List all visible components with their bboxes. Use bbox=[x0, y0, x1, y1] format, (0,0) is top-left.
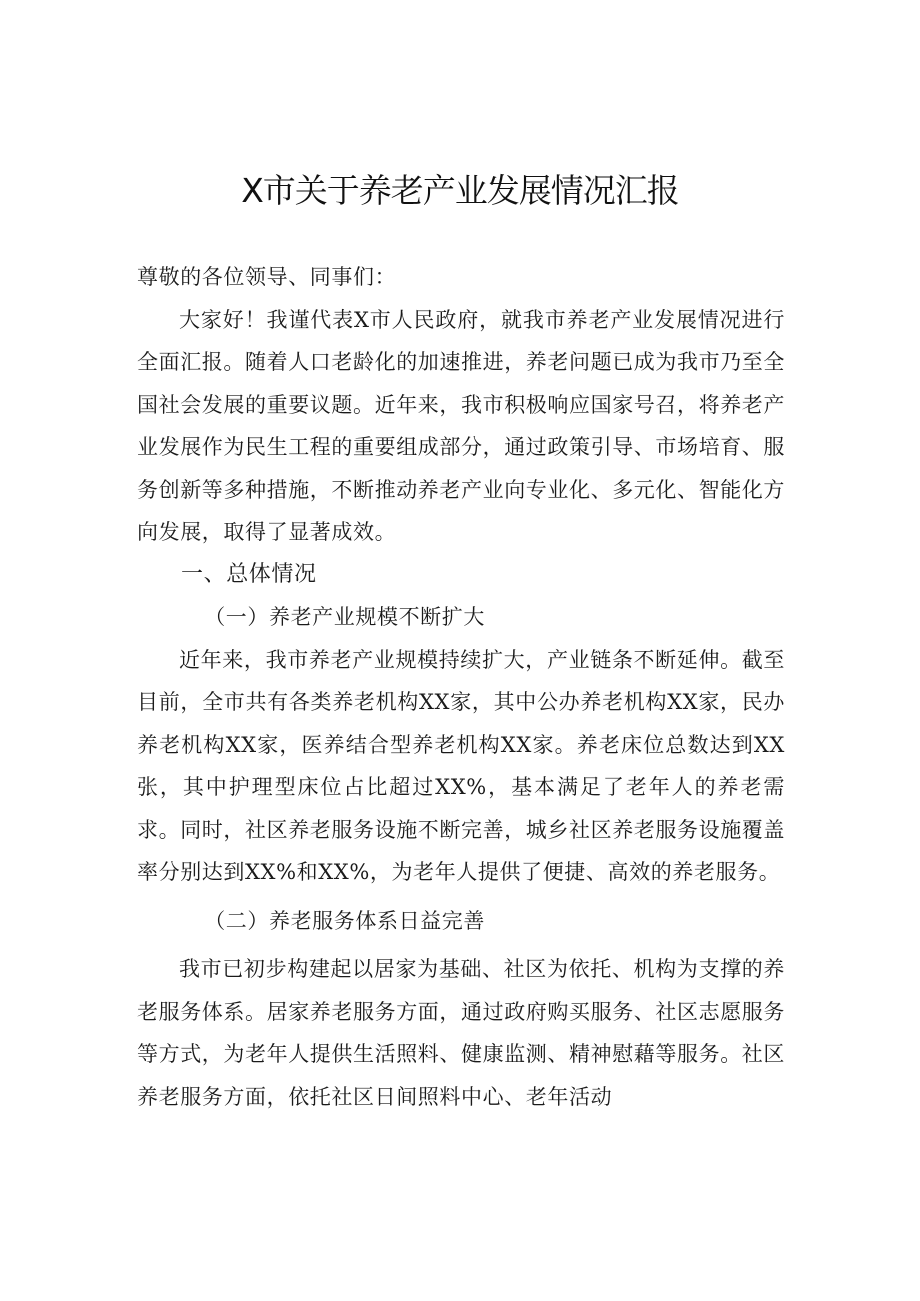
subsection-heading-scale: （一）养老产业规模不断扩大 bbox=[204, 605, 485, 629]
salutation: 尊敬的各位领导、同事们： bbox=[137, 265, 397, 289]
intro-paragraph: 大家好！我谨代表X市人民政府，就我市养老产业发展情况进行全面汇报。随着人口老龄化的加速推进，养老问题已成为我市乃至全国社会发展的重要议题。近年来，我市积极响应国家号召，将养老产业发展作为民生工程的重要组成部分，通过政策引导、市场培育、服务创新等多种措施，不断推动养老产业向专业化、多元化、智能化方向发展，取得了显著成效。 bbox=[137, 307, 785, 544]
paragraph-industry-scale: 近年来，我市养老产业规模持续扩大，产业链条不断延伸。截至目前，全市共有各类养老机构XX家，其中公办养老机构XX家，民办养老机构XX家，医养结合型养老机构XX家。养老床位总数达到XX张，其中护理型床位占比超过XX%，基本满足了老年人的养老需求。同时，社区养老服务设施不断完善，城乡社区养老服务设施覆盖率分别达到XX%和XX%，为老年人提供了便捷、高效的养老服务。 bbox=[137, 647, 785, 884]
document-body bbox=[137, 256, 785, 1118]
paragraph-service-system: 我市已初步构建起以居家为基础、社区为依托、机构为支撑的养老服务体系。居家养老服务方面，通过政府购买服务、社区志愿服务等方式，为老年人提供生活照料、健康监测、精神慰藉等服务。社区养老服务方面，依托社区日间照料中心、老年活动 bbox=[137, 957, 785, 1109]
section-heading-overall: 一、总体情况 bbox=[181, 561, 317, 587]
subsection-heading-service-system: （二）养老服务体系日益完善 bbox=[204, 908, 485, 933]
document-title: X市关于养老产业发展情况汇报 bbox=[241, 171, 679, 210]
